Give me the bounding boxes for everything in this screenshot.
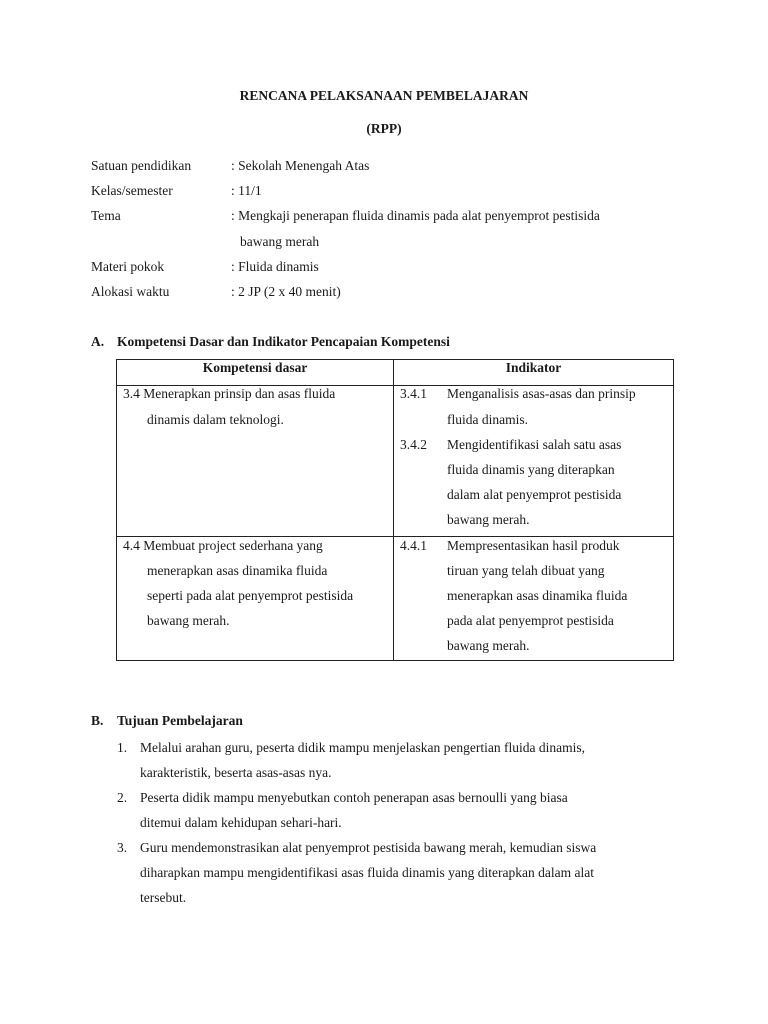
kd-3-4-line-1: 3.4 Menerapkan prinsip dan asas fluida — [123, 386, 336, 401]
objective-3-line-3: tersebut. — [140, 890, 187, 905]
indicator-code-3-4-2: 3.4.2 — [400, 437, 427, 452]
indicator-4-4-1-line-4: pada alat penyemprot pestisida — [447, 613, 614, 628]
kd-4-4-line-4: bawang merah. — [147, 613, 230, 628]
identity-value-alokasi: : 2 JP (2 x 40 menit) — [231, 284, 341, 299]
identity-value-kelas: : 11/1 — [231, 183, 262, 198]
indicator-3-4-2-line-4: bawang merah. — [447, 512, 530, 527]
objective-3-line-2: diharapkan mampu mengidentifikasi asas fluida dinamis yang diterapkan dalam alat — [140, 865, 594, 880]
table-column-divider — [393, 360, 394, 660]
objective-2-number: 2. — [117, 790, 128, 805]
objective-1-number: 1. — [117, 740, 128, 755]
indicator-3-4-1-line-2: fluida dinamis. — [447, 412, 528, 427]
indicator-4-4-1-line-3: menerapkan asas dinamika fluida — [447, 588, 628, 603]
indicator-3-4-2-line-1: Mengidentifikasi salah satu asas — [447, 437, 622, 452]
kd-4-4-line-2: menerapkan asas dinamika fluida — [147, 563, 328, 578]
section-a-heading: Kompetensi Dasar dan Indikator Pencapaian Kompetensi — [117, 334, 450, 349]
competency-table — [116, 359, 674, 661]
identity-label-satuan: Satuan pendidikan — [91, 158, 192, 173]
identity-label-tema: Tema — [91, 208, 121, 223]
identity-label-materi: Materi pokok — [91, 259, 165, 274]
objective-3-number: 3. — [117, 840, 128, 855]
table-header-indikator: Indikator — [505, 360, 562, 375]
section-b-heading: Tujuan Pembelajaran — [117, 713, 243, 728]
indicator-code-3-4-1: 3.4.1 — [400, 386, 427, 401]
indicator-code-4-4-1: 4.4.1 — [400, 538, 427, 553]
objective-3-line-1: Guru mendemonstrasikan alat penyemprot pestisida bawang merah, kemudian siswa — [140, 840, 597, 855]
identity-value-tema: : Mengkaji penerapan fluida dinamis pada alat penyemprot pestisida — [231, 208, 600, 223]
indicator-4-4-1-line-5: bawang merah. — [447, 638, 530, 653]
kd-4-4-line-3: seperti pada alat penyemprot pestisida — [147, 588, 354, 603]
objective-1-line-2: karakteristik, beserta asas-asas nya. — [140, 765, 332, 780]
kd-3-4-line-2: dinamis dalam teknologi. — [147, 412, 284, 427]
document-title: RENCANA PELAKSANAAN PEMBELAJARAN — [239, 88, 529, 103]
identity-value-satuan: : Sekolah Menengah Atas — [231, 158, 370, 173]
objective-2-line-1: Peserta didik mampu menyebutkan contoh penerapan asas bernoulli yang biasa — [140, 790, 568, 805]
identity-value-tema-cont: bawang merah — [240, 234, 320, 249]
section-b-marker: B. — [91, 713, 104, 728]
indicator-4-4-1-line-1: Mempresentasikan hasil produk — [447, 538, 620, 553]
indicator-3-4-2-line-2: fluida dinamis yang diterapkan — [447, 462, 615, 477]
indicator-3-4-1-line-1: Menganalisis asas-asas dan prinsip — [447, 386, 636, 401]
objective-1-line-1: Melalui arahan guru, peserta didik mampu menjelaskan pengertian fluida dinamis, — [140, 740, 585, 755]
document-subtitle: (RPP) — [366, 121, 402, 136]
section-a-marker: A. — [91, 334, 105, 349]
objective-2-line-2: ditemui dalam kehidupan sehari-hari. — [140, 815, 342, 830]
indicator-3-4-2-line-3: dalam alat penyemprot pestisida — [447, 487, 622, 502]
indicator-4-4-1-line-2: tiruan yang telah dibuat yang — [447, 563, 605, 578]
table-header-kompetensi: Kompetensi dasar — [202, 360, 308, 375]
identity-label-alokasi: Alokasi waktu — [91, 284, 170, 299]
kd-4-4-line-1: 4.4 Membuat project sederhana yang — [123, 538, 323, 553]
table-row-divider — [117, 536, 673, 537]
identity-value-materi: : Fluida dinamis — [231, 259, 319, 274]
identity-label-kelas: Kelas/semester — [91, 183, 173, 198]
